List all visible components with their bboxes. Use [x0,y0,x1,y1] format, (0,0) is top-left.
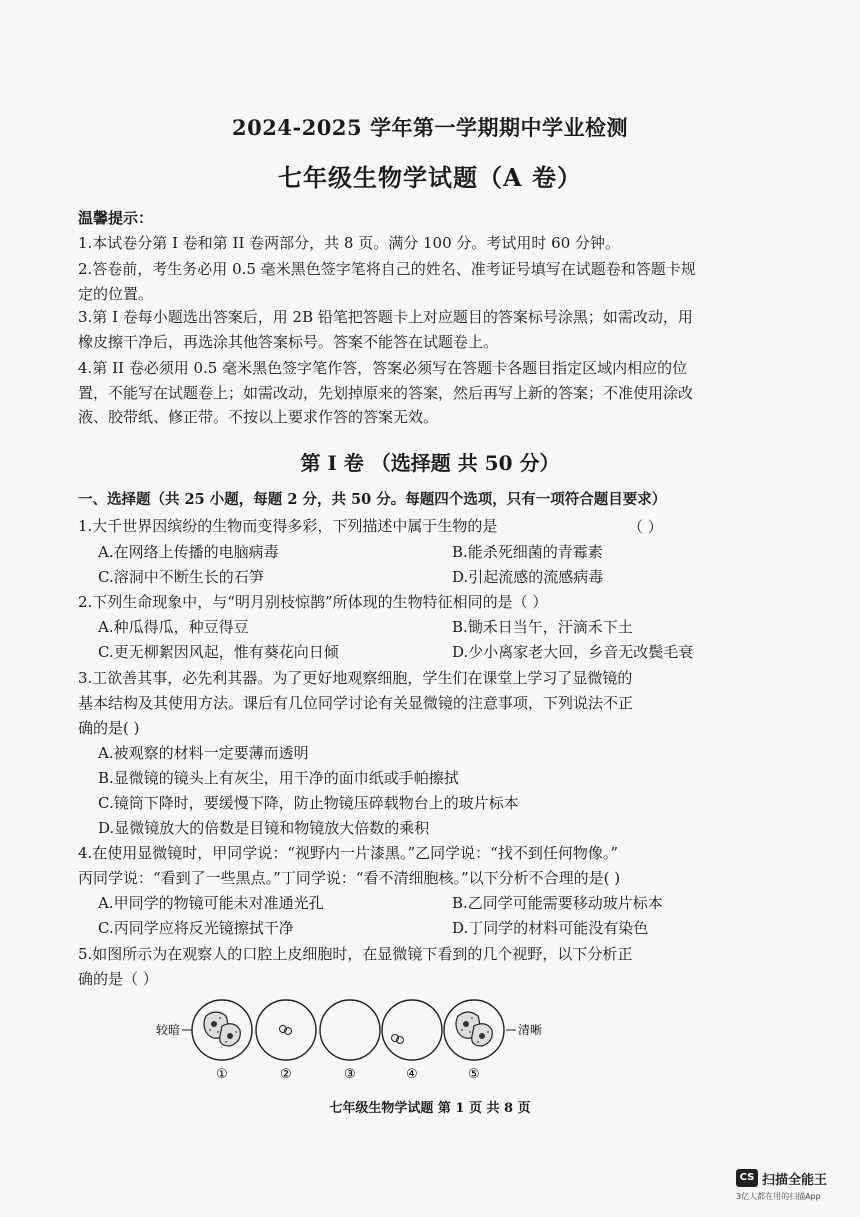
q3-option-b: B.显微镜的镜头上有灰尘，用干净的面巾纸或手帕擦拭 [98,769,459,787]
scanner-watermark [736,1167,846,1207]
q1-option-a: A.在网络上传播的电脑病毒 [98,543,279,561]
q4-option-c: C.丙同学应将反光镜擦拭干净 [98,919,294,937]
exam-subtitle: 七年级生物学试题（A 卷） [278,163,582,192]
tips-line-6: 4.第 II 卷必须用 0.5 毫米黑色签字笔作答，答案必须写在答题卡各题目指定区域内相应的位 [78,359,688,377]
view-number-3: ③ [344,1067,356,1082]
q3-option-a: A.被观察的材料一定要薄而透明 [98,744,309,762]
q4-stem-line-1: 4.在使用显微镜时，甲同学说：“视野内一片漆黑。”乙同学说：“找不到任何物像。” [78,844,618,862]
watermark-app-name: 扫描全能王 [762,1173,828,1188]
tips-line-8: 液、胶带纸、修正带。不按以上要求作答的答案无效。 [78,408,439,426]
figure-left-label: 较暗 [156,1023,181,1037]
figure-right-label: 清晰 [518,1023,543,1037]
tips-line-5: 橡皮擦干净后，再选涂其他答案标号。答案不能答在试题卷上。 [78,333,499,351]
microscope-views-figure [150,996,570,1086]
q4-option-a: A.甲同学的物镜可能未对准通光孔 [98,894,324,912]
q3-option-c: C.镜筒下降时，要缓慢下降，防止物镜压碎载物台上的玻片标本 [98,794,519,812]
q5-stem-line-2: 确的是（ ） [78,970,158,988]
tips-line-1: 1.本试卷分第 I 卷和第 II 卷两部分，共 8 页。满分 100 分。考试用时 60 分钟。 [78,234,621,252]
q5-stem-line-1: 5.如图所示为在观察人的口腔上皮细胞时，在显微镜下看到的几个视野，以下分析正 [78,945,633,963]
view-3 [320,1000,380,1060]
view-number-4: ④ [406,1067,418,1082]
camscanner-logo-icon: CS [736,1169,758,1187]
q3-stem-line-2: 基本结构及其使用方法。课后有几位同学讨论有关显微镜的注意事项，下列说法不正 [78,694,634,712]
q4-stem-line-2: 丙同学说：“看到了一些黑点。”丁同学说：“看不清细胞核。”以下分析不合理的是( ) [78,869,621,887]
view-5 [444,1000,504,1060]
q4-option-b: B.乙同学可能需要移动玻片标本 [452,894,663,912]
q2-option-c: C.更无柳絮因风起，惟有葵花向日倾 [98,643,339,661]
exam-title: 2024-2025 学年第一学期期中学业检测 [232,115,628,140]
tips-line-2: 2.答卷前，考生务必用 0.5 毫米黑色签字笔将自己的姓名、准考证号填写在试题卷和答题卡规 [78,260,696,278]
view-4 [382,1000,442,1060]
view-2 [256,1000,316,1060]
page-footer: 七年级生物学试题 第 1 页 共 8 页 [329,1101,531,1116]
tips-line-3: 定的位置。 [78,285,154,303]
q2-option-a: A.种瓜得瓜，种豆得豆 [98,618,249,636]
view-number-1: ① [216,1067,228,1082]
q3-option-d: D.显微镜放大的倍数是目镜和物镜放大倍数的乘积 [98,819,430,837]
section-title: 第 I 卷 （选择题 共 50 分） [300,451,560,475]
tips-heading: 温馨提示： [78,209,154,227]
tips-line-7: 置，不能写在试题卷上；如需改动，先划掉原来的答案，然后再写上新的答案；不准使用涂改 [78,384,694,402]
view-1 [192,1000,252,1060]
q2-stem: 2.下列生命现象中，与“明月别枝惊鹊”所体现的生物特征相同的是（ ） [78,593,548,611]
q2-option-b: B.锄禾日当午，汗滴禾下土 [452,618,633,636]
watermark-tagline: 3亿人都在用的扫描App [736,1192,821,1201]
q1-answer-paren: （ ） [628,518,663,536]
tips-line-4: 3.第 I 卷每小题选出答案后，用 2B 铅笔把答题卡上对应题目的答案标号涂黑；如需改动，用 [78,308,693,326]
q1-option-c: C.溶洞中不断生长的石笋 [98,568,264,586]
q1-stem: 1.大千世界因缤纷的生物而变得多彩，下列描述中属于生物的是 [78,517,498,535]
view-number-2: ② [280,1067,292,1082]
q4-option-d: D.丁同学的材料可能没有染色 [452,919,649,937]
q2-option-d: D.少小离家老大回，乡音无改鬓毛衰 [452,643,694,661]
section-instruction: 一、选择题（共 25 小题，每题 2 分，共 50 分。每题四个选项，只有一项符合题目要求） [78,491,667,508]
q3-stem-line-1: 3.工欲善其事，必先利其器。为了更好地观察细胞，学生们在课堂上学习了显微镜的 [78,669,633,687]
view-number-5: ⑤ [468,1067,480,1082]
q3-stem-line-3: 确的是( ) [78,719,140,737]
q1-option-d: D.引起流感的流感病毒 [452,568,604,586]
q1-option-b: B.能杀死细菌的青霉素 [452,543,603,561]
